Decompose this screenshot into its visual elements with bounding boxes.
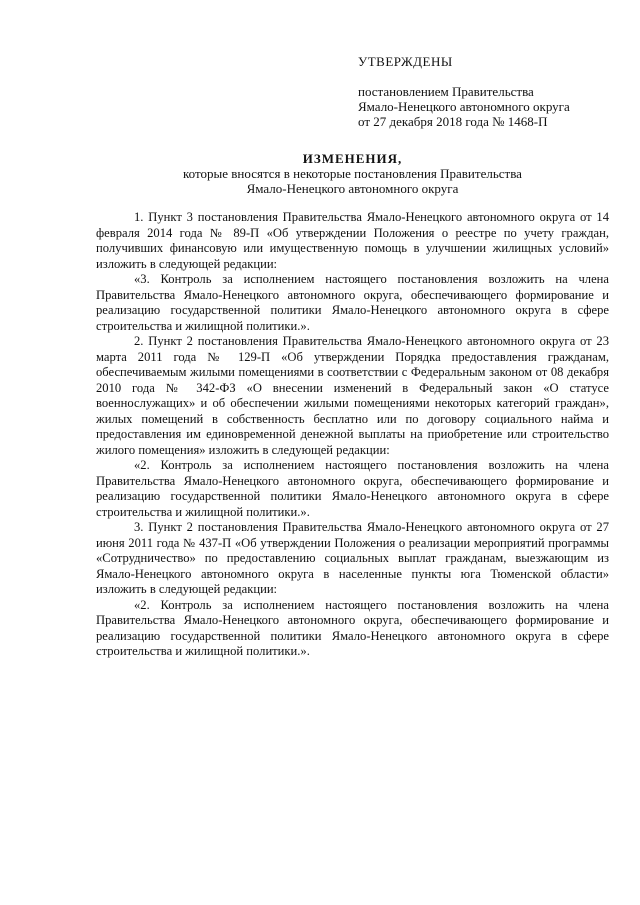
approval-line-1: постановлением Правительства bbox=[358, 84, 534, 99]
document-subtitle-line-1: которые вносятся в некоторые постановления Правительства bbox=[183, 166, 522, 181]
document-subtitle-line-2: Ямало-Ненецкого автономного округа bbox=[246, 181, 459, 196]
document-body bbox=[96, 210, 609, 660]
paragraph-2: 2. Пункт 2 постановления Правительства Ямало-Ненецкого автономного округа от 23 марта 2011 года № 129-П «Об утверждении Порядка предоставления гражданам, обеспечиваемым жилыми помещениями в соответствии с Федеральным законом от 08 декабря 2010 года № 342-ФЗ «О внесении изменений в Федеральный закон «О статусе военнослужащих» и об обеспечении жилыми помещениями некоторых категорий граждан», жилых помещений в собственность бесплатно или по договору социального найма и предоставления им единовременной денежной выплаты на приобретение или строительство жилого помещения» изложить в следующей редакции: bbox=[96, 334, 609, 457]
approval-heading: УТВЕРЖДЕНЫ bbox=[358, 54, 453, 69]
document-title: ИЗМЕНЕНИЯ, bbox=[302, 151, 403, 166]
approval-line-2: Ямало-Ненецкого автономного округа bbox=[358, 99, 570, 114]
paragraph-1-quote: «3. Контроль за исполнением настоящего постановления возложить на члена Правительства Ямало-Ненецкого автономного округа, обеспечивающего формирование и реализацию государственной политики Ямало-Ненецкого автономного округа в сфере строительства и жилищной политики.». bbox=[96, 272, 609, 333]
document-title-block bbox=[96, 151, 609, 196]
paragraph-3: 3. Пункт 2 постановления Правительства Ямало-Ненецкого автономного округа от 27 июня 2011 года № 437-П «Об утверждении Положения о реализации мероприятий программы «Сотрудничество» по предоставлению социальных выплат гражданам, выезжающим из Ямало-Ненецкого автономного округа в населенные пункты юга Тюменской области» изложить в следующей редакции: bbox=[96, 520, 609, 596]
paragraph-3-quote: «2. Контроль за исполнением настоящего постановления возложить на члена Правительства Ямало-Ненецкого автономного округа, обеспечивающего формирование и реализацию государственной политики Ямало-Ненецкого автономного округа в сфере строительства и жилищной политики.». bbox=[96, 597, 609, 658]
approval-stamp bbox=[358, 54, 618, 129]
approval-line-3: от 27 декабря 2018 года № 1468-П bbox=[358, 114, 548, 129]
paragraph-1: 1. Пункт 3 постановления Правительства Ямало-Ненецкого автономного округа от 14 февраля 2014 года № 89-П «Об утверждении Положения о реестре по учету граждан, получивших финансовую или имущественную помощь в улучшении жилищных условий» изложить в следующей редакции: bbox=[96, 210, 609, 271]
paragraph-2-quote: «2. Контроль за исполнением настоящего постановления возложить на члена Правительства Ямало-Ненецкого автономного округа, обеспечивающего формирование и реализацию государственной политики Ямало-Ненецкого автономного округа в сфере строительства и жилищной политики.». bbox=[96, 458, 609, 519]
